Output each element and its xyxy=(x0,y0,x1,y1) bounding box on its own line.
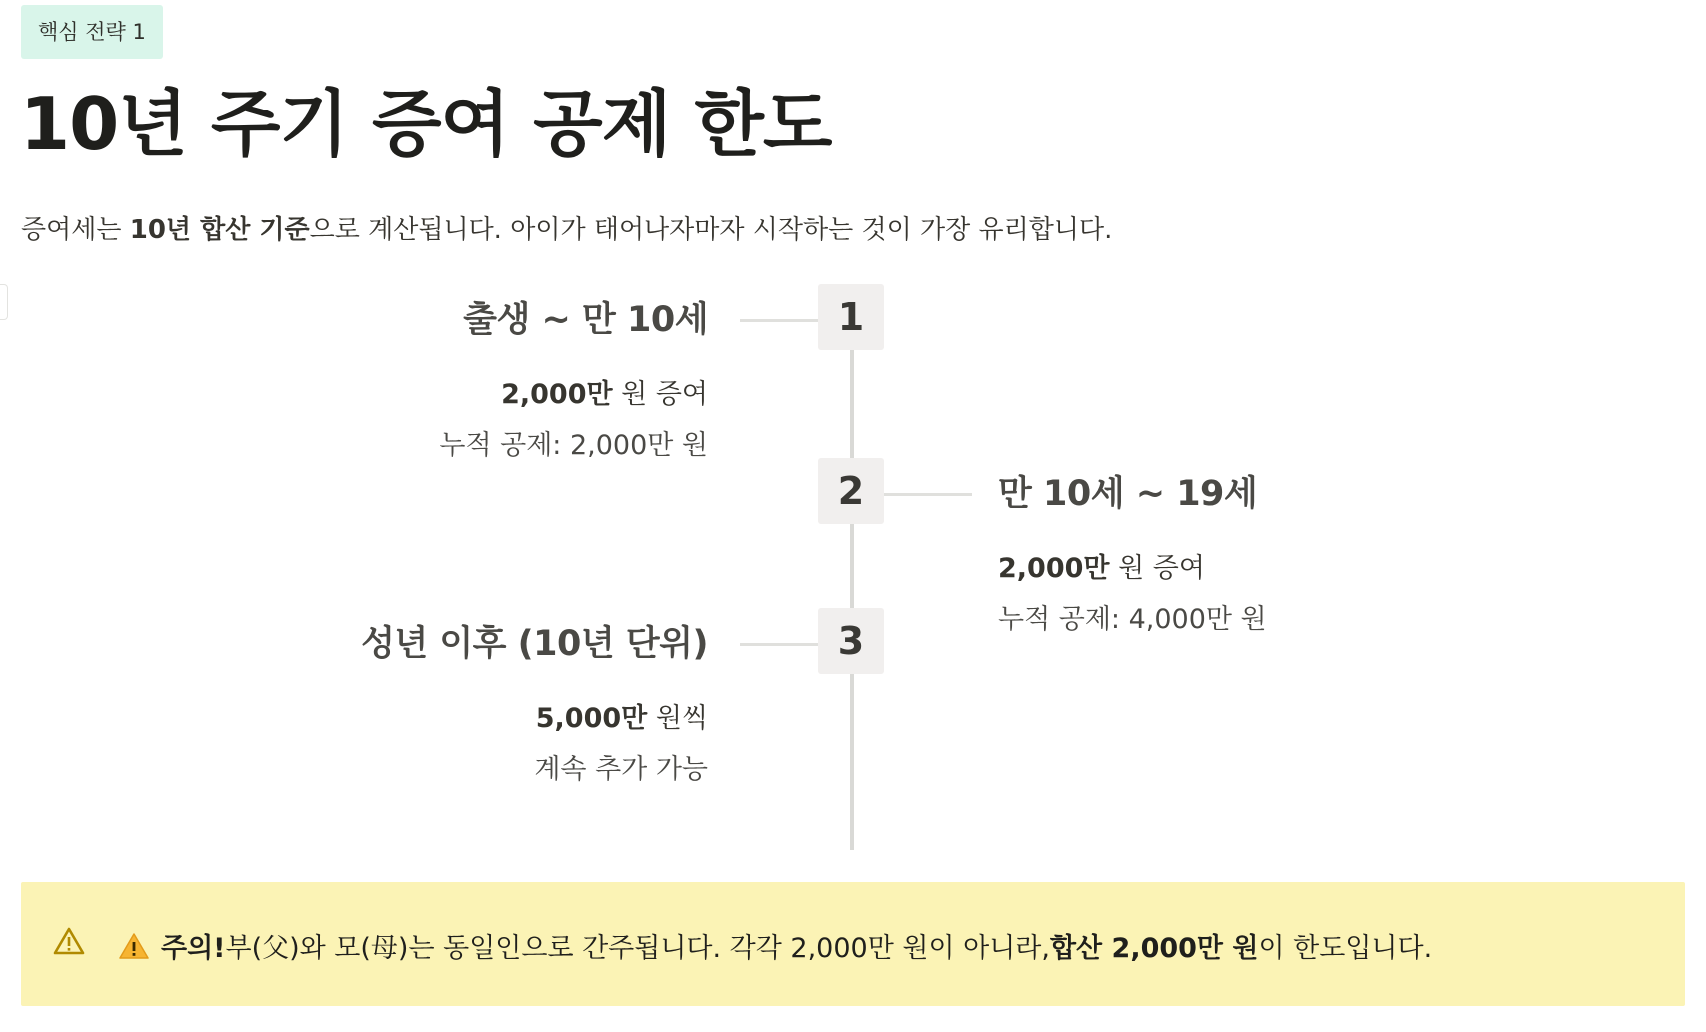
step-2-amount-bold: 2,000만 xyxy=(998,553,1110,584)
callout-text xyxy=(119,926,1432,965)
step-3-note: 계속 추가 가능 xyxy=(534,754,708,785)
step-1-badge: 1 xyxy=(818,284,884,350)
intro-text xyxy=(21,209,1112,246)
intro-prefix: 증여세는 xyxy=(21,215,130,245)
step-1-title: 출생 ~ 만 10세 xyxy=(463,300,708,340)
step-1-amount-rest: 원 증여 xyxy=(612,379,708,410)
step-2-badge: 2 xyxy=(818,458,884,524)
callout-text-2: 이 한도입니다. xyxy=(1258,933,1433,964)
step-2-connector xyxy=(870,493,972,496)
callout-bold-mid: 합산 2,000만 원 xyxy=(1049,933,1259,964)
step-3-amount-rest: 원씩 xyxy=(647,703,708,734)
step-1-content xyxy=(439,292,708,462)
block-handle[interactable] xyxy=(0,284,8,320)
callout-lead: 주의! xyxy=(161,933,226,964)
warning-icon[interactable] xyxy=(53,926,85,956)
step-2-amount xyxy=(998,546,1267,585)
warning-emoji-icon xyxy=(119,932,149,960)
intro-suffix: 으로 계산됩니다. 아이가 태어나자마자 시작하는 것이 가장 유리합니다. xyxy=(309,215,1113,245)
step-3-badge: 3 xyxy=(818,608,884,674)
callout-text-1: 부(父)와 모(母)는 동일인으로 간주됩니다. 각각 2,000만 원이 아니라, xyxy=(225,933,1050,964)
step-2-content xyxy=(998,466,1267,636)
step-3-amount xyxy=(361,696,708,735)
step-2-note: 누적 공제: 4,000만 원 xyxy=(998,604,1267,635)
step-1-amount xyxy=(439,372,708,411)
step-2-amount-rest: 원 증여 xyxy=(1109,553,1205,584)
page-title: 10년 주기 증여 공제 한도 xyxy=(20,82,832,166)
strategy-tag: 핵심 전략 1 xyxy=(21,5,163,59)
step-3-amount-bold: 5,000만 xyxy=(535,703,648,734)
intro-bold: 10년 합산 기준 xyxy=(129,215,310,245)
step-1-amount-bold: 2,000만 xyxy=(501,379,613,410)
step-2-title: 만 10세 ~ 19세 xyxy=(998,474,1258,514)
step-1-note: 누적 공제: 2,000만 원 xyxy=(439,430,708,461)
step-3-title: 성년 이후 (10년 단위) xyxy=(361,624,708,664)
warning-callout xyxy=(21,882,1685,1006)
timeline-line xyxy=(850,284,854,850)
step-3-content xyxy=(361,616,708,786)
